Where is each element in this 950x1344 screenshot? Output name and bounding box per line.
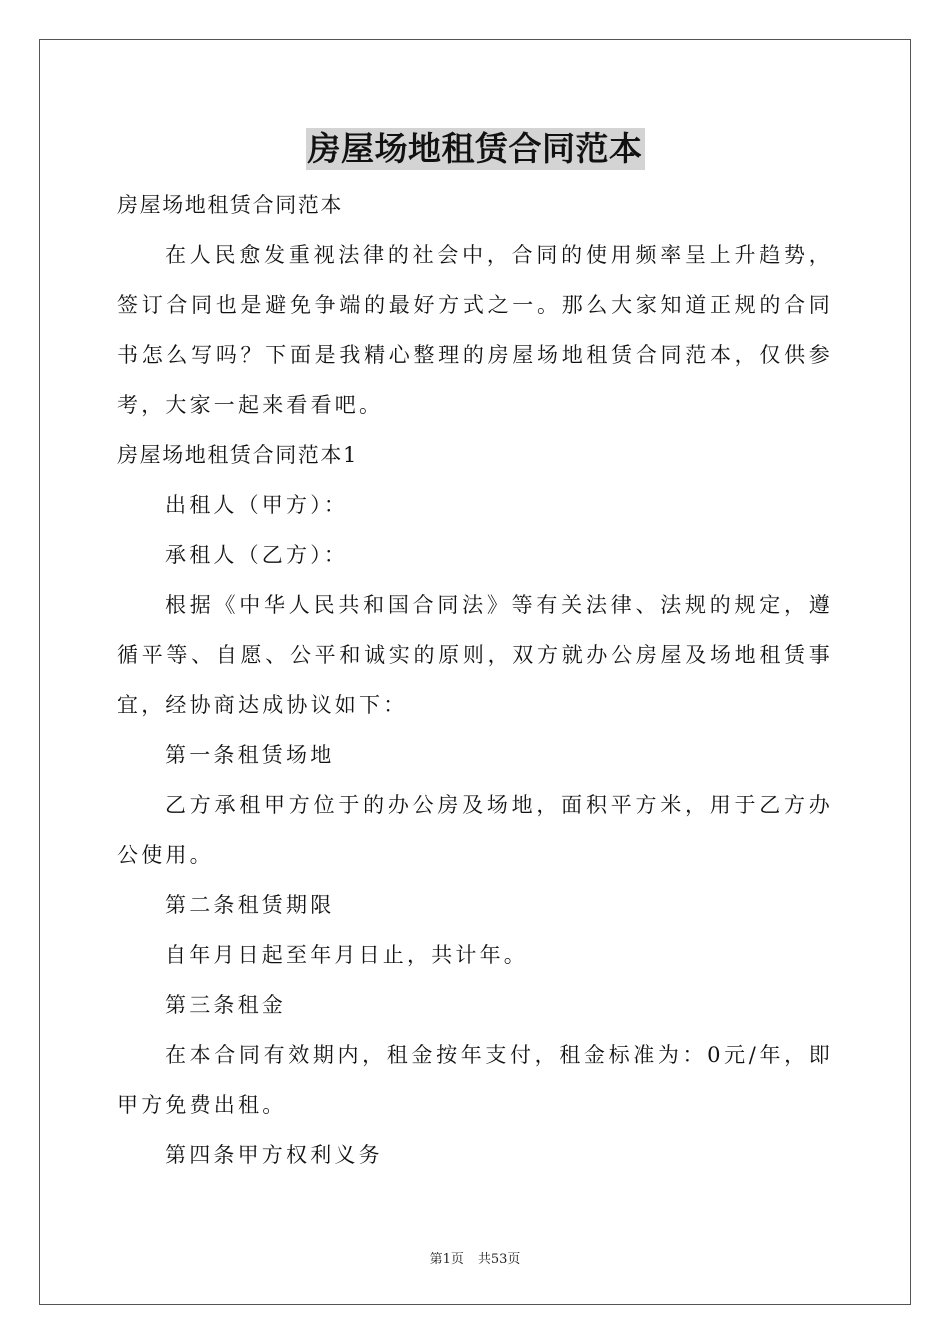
basis-paragraph: 根据《中华人民共和国合同法》等有关法律、法规的规定，遵循平等、自愿、公平和诚实的原则，双方就办公房屋及场地租赁事宜，经协商达成协议如下： (117, 593, 833, 717)
document-body (117, 180, 833, 1180)
article4-title: 第四条甲方权利义务 (165, 1143, 383, 1167)
page-number: 第1页 (429, 1252, 464, 1267)
article3-body: 在本合同有效期内，租金按年支付，租金标准为：0元/年，即甲方免费出租。 (117, 1043, 833, 1117)
lessor-line: 出租人（甲方）： (165, 493, 349, 517)
page-footer (0, 1248, 950, 1267)
section1-heading: 房屋场地租赁合同范本1 (117, 443, 358, 467)
article1-title: 第一条租赁场地 (165, 743, 335, 767)
article2-title: 第二条租赁期限 (165, 893, 335, 917)
lessee-line: 承租人（乙方）： (165, 543, 349, 567)
article3-title: 第三条租金 (165, 993, 286, 1017)
title-wrap (0, 128, 950, 170)
page-total: 共53页 (477, 1252, 521, 1267)
article2-body: 自年月日起至年月日止，共计年。 (165, 943, 528, 967)
article1-body: 乙方承租甲方位于的办公房及场地，面积平方米，用于乙方办公使用。 (117, 793, 833, 867)
document-subtitle: 房屋场地租赁合同范本 (117, 193, 343, 217)
intro-paragraph: 在人民愈发重视法律的社会中，合同的使用频率呈上升趋势，签订合同也是避免争端的最好方式之一。那么大家知道正规的合同书怎么写吗？下面是我精心整理的房屋场地租赁合同范本，仅供参考，大家一起来看看吧。 (117, 243, 833, 417)
document-title: 房屋场地租赁合同范本 (307, 129, 643, 168)
